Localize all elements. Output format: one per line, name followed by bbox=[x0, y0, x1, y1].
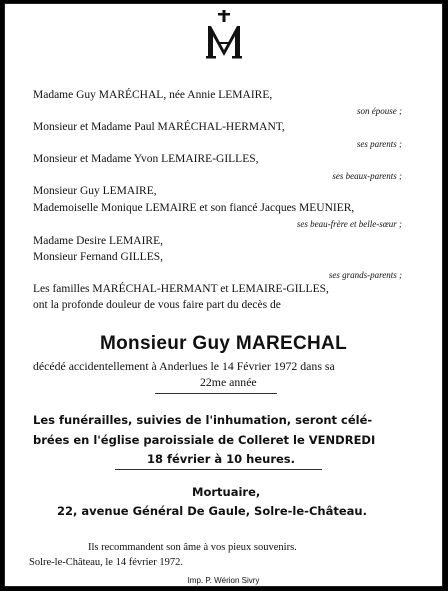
in-laws-line: Monsieur et Madame Yvon LEMAIRE-GILLES, bbox=[33, 153, 259, 165]
death-details-line: décédé accidentellement à Anderlues le 14 Février 1972 dans sa bbox=[33, 359, 335, 373]
funeral-underline bbox=[115, 469, 322, 470]
funeral-line-1: Les funérailles, suivies de l'inhumation, seront célé- bbox=[33, 413, 373, 427]
grandparents-relation: ses grands-parents ; bbox=[328, 270, 402, 280]
siblings-in-law-relation: ses beau-frère et belle-sœur ; bbox=[296, 219, 402, 229]
age-line: 22me année bbox=[200, 375, 257, 389]
funeral-line-3: 18 février à 10 heures. bbox=[147, 452, 296, 466]
brother-in-law-line: Monsieur Guy LEMAIRE, bbox=[33, 185, 157, 197]
funeral-line-2: brées en l'église paroissiale de Colleret le VENDREDI bbox=[33, 433, 376, 447]
printer-credit: Imp. P. Wérion Sivry bbox=[187, 576, 260, 585]
grandmother-line: Madame Desire LEMAIRE, bbox=[33, 235, 163, 247]
parents-relation: ses parents ; bbox=[356, 139, 402, 149]
announcement-line: ont la profonde douleur de vous faire part du decès de bbox=[33, 299, 281, 311]
grandfather-line: Monsieur Fernand GILLES, bbox=[33, 251, 163, 263]
age-underline bbox=[155, 393, 277, 394]
mortuary-heading: Mortuaire, bbox=[192, 485, 261, 499]
marian-monogram-icon bbox=[204, 10, 244, 62]
marian-monogram bbox=[5, 10, 442, 66]
parents-line: Monsieur et Madame Paul MARÉCHAL-HERMANT, bbox=[33, 121, 285, 133]
widow-relation: son épouse ; bbox=[357, 106, 402, 116]
place-date-line: Solre-le-Château, le 14 février 1972. bbox=[29, 557, 183, 568]
widow-line: Madame Guy MARÉCHAL, née Annie LEMAIRE, bbox=[33, 89, 273, 101]
mortuary-address: 22, avenue Général De Gaule, Solre-le-Château. bbox=[57, 504, 367, 518]
sister-in-law-line: Mademoiselle Monique LEMAIRE et son fiancé Jacques MEUNIER, bbox=[33, 202, 355, 214]
in-laws-relation: ses beaux-parents ; bbox=[332, 171, 402, 181]
death-notice-card bbox=[4, 3, 443, 587]
recommendation-line: Ils recommandent son âme à vos pieux souvenirs. bbox=[88, 542, 297, 553]
deceased-name: Monsieur Guy MARECHAL bbox=[100, 333, 347, 354]
families-line: Les familles MARÉCHAL-HERMANT et LEMAIRE-GILLES, bbox=[33, 283, 329, 295]
